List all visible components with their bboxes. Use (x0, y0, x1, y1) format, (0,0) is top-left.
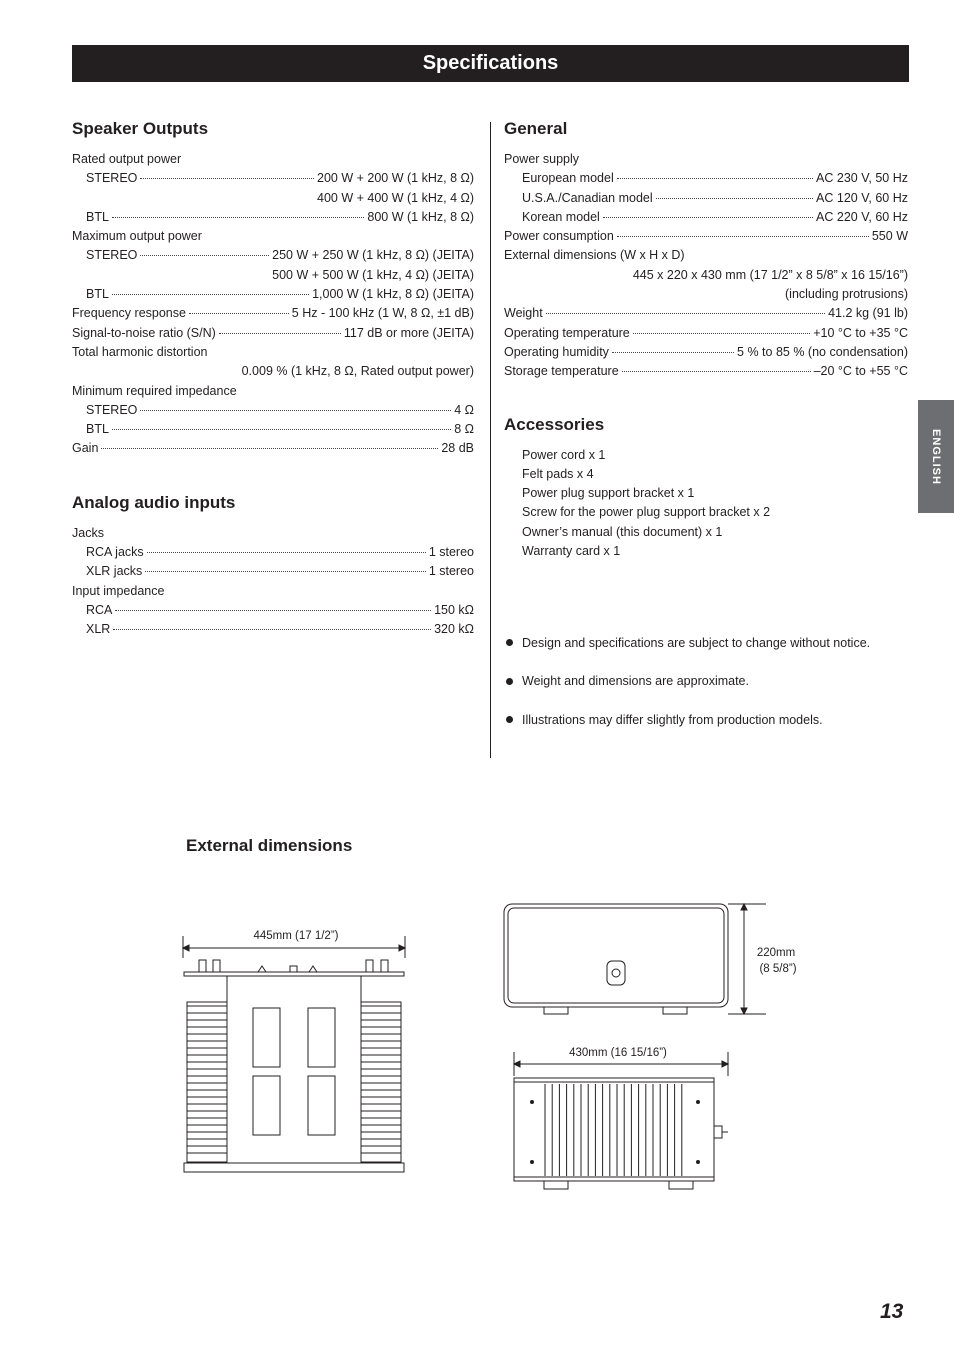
spec-row: Operating temperature +10 °C to +35 °C (504, 325, 908, 340)
spec-row: (including protrusions) (785, 287, 908, 302)
analog-inputs-heading: Analog audio inputs (72, 492, 236, 512)
spec-row: 500 W + 500 W (1 kHz, 4 Ω) (JEITA) (272, 267, 474, 282)
note-item: Illustrations may differ slightly from production models. (506, 710, 906, 729)
top-view-drawing (514, 1078, 728, 1189)
front-panel-drawing (504, 904, 728, 1014)
height-dimension-label: 220mm (756, 947, 796, 959)
accessory-item: Felt pads x 4 (522, 466, 594, 481)
general-heading: General (504, 119, 568, 138)
spec-row: STEREO 4 Ω (86, 402, 474, 417)
page-number: 13 (880, 1300, 904, 1323)
spec-row: STEREO 200 W + 200 W (1 kHz, 8 Ω) (86, 171, 474, 186)
depth-dimension-label: 430mm (16 15/16”) (569, 1047, 667, 1059)
accessory-item: Screw for the power plug support bracket x 2 (522, 505, 771, 520)
spec-row: 400 W + 400 W (1 kHz, 4 Ω) (317, 190, 474, 205)
spec-row: Weight 41.2 kg (91 lb) (504, 306, 908, 321)
spec-row: XLR jacks 1 stereo (86, 564, 474, 579)
spec-row: 445 x 220 x 430 mm (17 1/2” x 8 5/8” x 16 15/16”) (632, 267, 908, 282)
width-dimension-label: 445mm (17 1/2”) (253, 930, 339, 942)
spec-row: BTL 1,000 W (1 kHz, 8 Ω) (JEITA) (86, 287, 474, 302)
spec-row: Power supply (504, 152, 580, 166)
spec-row: Rated output power (72, 152, 182, 166)
spec-row: Minimum required impedance (72, 383, 237, 398)
accessories-heading: Accessories (504, 414, 605, 434)
spec-row: U.S.A./Canadian model AC 120 V, 60 Hz (522, 190, 908, 205)
spec-row: RCA 150 kΩ (86, 602, 474, 617)
accessory-item: Warranty card x 1 (522, 544, 621, 559)
spec-row: Jacks (72, 525, 104, 540)
spec-row: Input impedance (72, 583, 165, 598)
spec-row: Operating humidity 5 % to 85 % (no condensation) (504, 344, 908, 359)
speaker-outputs-heading: Speaker Outputs (72, 119, 209, 138)
spec-row: External dimensions (W x H x D) (504, 248, 685, 263)
accessory-item: Owner’s manual (this document) x 1 (522, 524, 723, 539)
spec-row: Total harmonic distortion (72, 344, 208, 359)
height-dimension-label-inch: (8 5/8”) (759, 963, 797, 975)
spec-row: BTL 800 W (1 kHz, 8 Ω) (86, 209, 474, 224)
spec-row: BTL 8 Ω (86, 422, 474, 437)
spec-row: XLR 320 kΩ (86, 622, 474, 637)
spec-row: Signal-to-noise ratio (S/N) 117 dB or more (JEITA) (72, 325, 474, 340)
spec-row: Gain 28 dB (72, 441, 474, 456)
spec-row: STEREO 250 W + 250 W (1 kHz, 8 Ω) (JEITA) (86, 248, 474, 263)
spec-row: RCA jacks 1 stereo (86, 545, 474, 560)
spec-row: European model AC 230 V, 50 Hz (522, 171, 908, 186)
accessory-item: Power plug support bracket x 1 (522, 486, 695, 501)
spec-row: Frequency response 5 Hz - 100 kHz (1 W, 8 Ω, ±1 dB) (72, 306, 474, 321)
spec-row: Maximum output power (72, 229, 202, 244)
spec-row: Storage temperature –20 °C to +55 °C (504, 364, 908, 379)
spec-row: Power consumption 550 W (504, 229, 908, 244)
note-item: Weight and dimensions are approximate. (506, 672, 906, 691)
note-item: Design and specifications are subject to change without notice. (506, 633, 906, 652)
external-dimensions-heading: External dimensions (186, 836, 353, 855)
page-title: Specifications (72, 45, 909, 82)
spec-row: Korean model AC 220 V, 60 Hz (522, 209, 908, 224)
accessory-item: Power cord x 1 (522, 447, 606, 462)
spec-row: 0.009 % (1 kHz, 8 Ω, Rated output power) (241, 364, 474, 379)
language-tab: ENGLISH (918, 400, 954, 513)
front-view-drawing (184, 960, 404, 1172)
